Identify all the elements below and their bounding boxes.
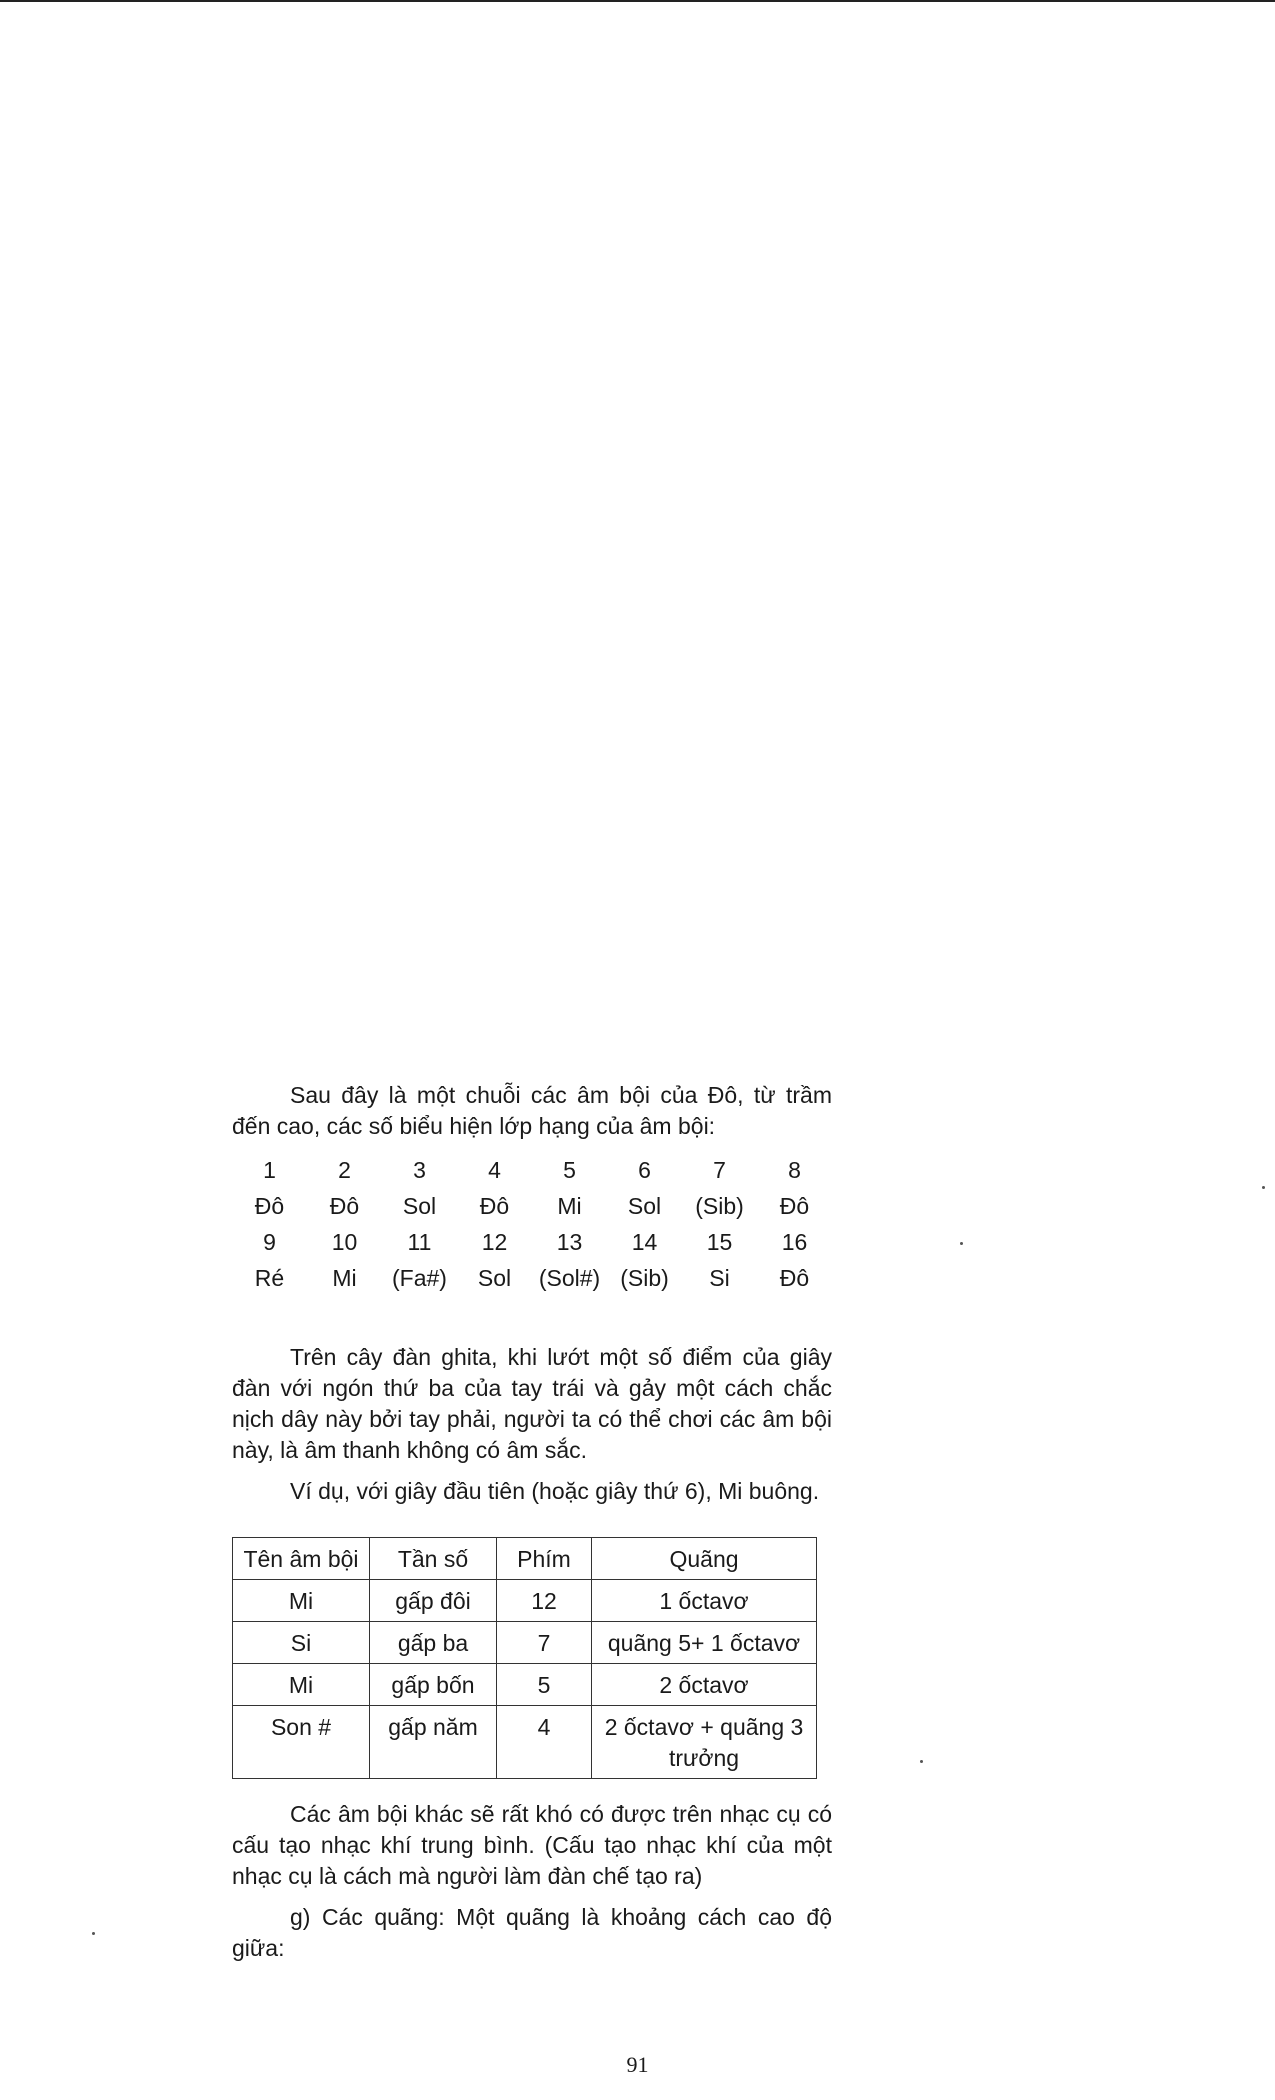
table-cell: quãng 5+ 1 ốctavơ: [592, 1622, 817, 1664]
table-cell: Mi: [233, 1664, 370, 1706]
table-cell: 7: [497, 1622, 592, 1664]
series-cell: 1: [263, 1157, 276, 1183]
table-row: [233, 1580, 817, 1622]
table-cell: Si: [233, 1622, 370, 1664]
series-cell: Đô: [779, 1265, 810, 1291]
table-cell: Mi: [233, 1580, 370, 1622]
table-cell: gấp ba: [370, 1622, 497, 1664]
series-cell: 11: [407, 1229, 432, 1255]
table-cell: 12: [497, 1580, 592, 1622]
page-number: 91: [626, 2052, 649, 2077]
page-top-edge: [0, 0, 1275, 2]
table-cell: gấp bốn: [370, 1664, 497, 1706]
header-cell: Tên âm bội: [233, 1538, 370, 1580]
table-header-row: [233, 1538, 817, 1580]
series-cell: Đô: [254, 1193, 285, 1219]
table-row: [233, 1664, 817, 1706]
scan-speck: [920, 1760, 923, 1763]
table-cell: Son #: [233, 1706, 370, 1779]
guitar-paragraph: Trên cây đàn ghita, khi lướt một số điểm của giây đàn với ngón thứ ba của tay trái và gảy một cách chắc nịch dây này bởi tay phải, người ta có thể chơi các âm bội này, là âm thanh không có âm sắc.: [232, 1344, 832, 1463]
table-row: [233, 1622, 817, 1664]
scan-speck: [960, 1242, 963, 1245]
series-cell: (Sib): [695, 1193, 744, 1219]
other-harmonics-paragraph: Các âm bội khác sẽ rất khó có được trên nhạc cụ có cấu tạo nhạc khí trung bình. (Cấu tạo nhạc khí của một nhạc cụ là cách mà người làm đàn chế tạo ra): [232, 1801, 832, 1889]
series-cell: 15: [706, 1229, 733, 1255]
series-cell: Đô: [479, 1193, 510, 1219]
series-cell: 7: [713, 1157, 726, 1183]
scan-speck: [1262, 1186, 1265, 1189]
harmonic-series-grid: [232, 1152, 832, 1296]
series-cell: 16: [781, 1229, 808, 1255]
table-row: [233, 1706, 817, 1779]
series-cell: 12: [481, 1229, 508, 1255]
scan-speck: [92, 1932, 95, 1935]
harmonics-table: [232, 1537, 817, 1779]
series-cell: (Sib): [620, 1265, 669, 1291]
series-cell: 10: [331, 1229, 358, 1255]
table-cell: 1 ốctavơ: [592, 1580, 817, 1622]
series-cell: Mi: [332, 1265, 357, 1291]
series-cell: Si: [709, 1265, 730, 1291]
intervals-paragraph: g) Các quãng: Một quãng là khoảng cách cao độ giữa:: [232, 1904, 832, 1961]
page-content: [232, 1080, 832, 1964]
table-cell: 5: [497, 1664, 592, 1706]
table-cell: gấp đôi: [370, 1580, 497, 1622]
series-cell: 6: [638, 1157, 651, 1183]
table-cell: 2 ốctavơ: [592, 1664, 817, 1706]
series-cell: Ré: [254, 1265, 285, 1291]
series-cell: Sol: [627, 1193, 662, 1219]
header-cell: Quãng: [592, 1538, 817, 1580]
header-cell: Tần số: [370, 1538, 497, 1580]
table-cell: 4: [497, 1706, 592, 1779]
series-cell: Mi: [557, 1193, 582, 1219]
series-cell: 13: [556, 1229, 583, 1255]
series-cell: 8: [788, 1157, 801, 1183]
series-cell: 14: [631, 1229, 658, 1255]
header-cell: Phím: [497, 1538, 592, 1580]
series-cell: 3: [413, 1157, 426, 1183]
series-cell: Sol: [477, 1265, 512, 1291]
table-cell: 2 ốctavơ + quãng 3 trưởng: [592, 1706, 817, 1779]
series-cell: 9: [263, 1229, 276, 1255]
example-paragraph: Ví dụ, với giây đầu tiên (hoặc giây thứ 6), Mi buông.: [290, 1478, 820, 1504]
intro-paragraph: Sau đây là một chuỗi các âm bội của Đô, từ trầm đến cao, các số biểu hiện lớp hạng của âm bội:: [232, 1082, 832, 1139]
series-cell: 4: [488, 1157, 501, 1183]
series-cell: 2: [338, 1157, 351, 1183]
series-cell: (Sol#): [538, 1265, 601, 1291]
series-cell: Sol: [402, 1193, 437, 1219]
table-cell: gấp năm: [370, 1706, 497, 1779]
series-cell: Đô: [329, 1193, 360, 1219]
series-cell: Đô: [779, 1193, 810, 1219]
series-cell: (Fa#): [392, 1265, 447, 1291]
series-cell: 5: [563, 1157, 576, 1183]
